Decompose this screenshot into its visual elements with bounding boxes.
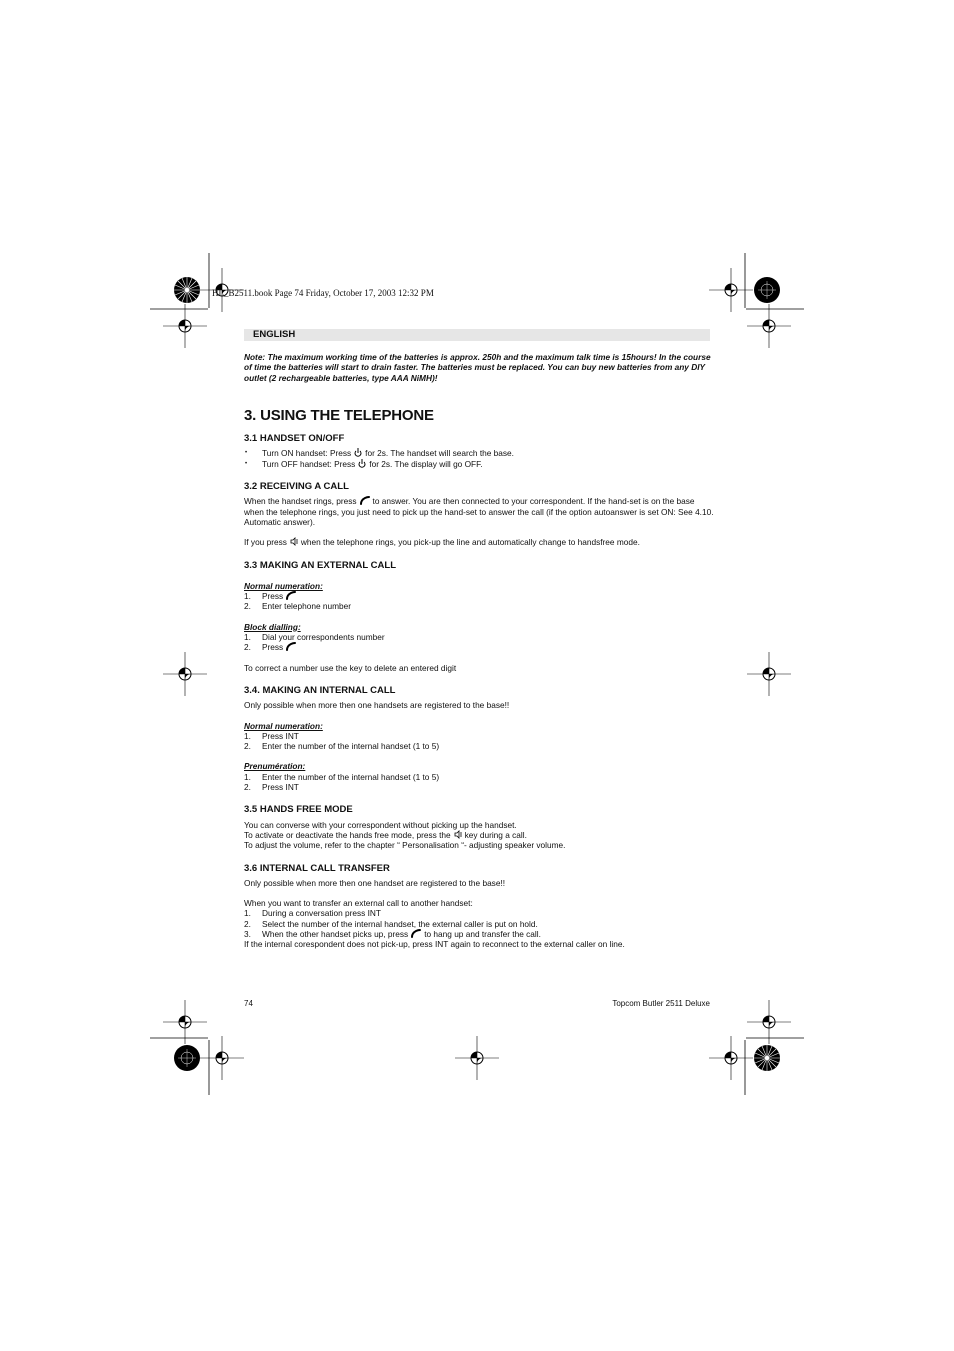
item-number: 1. (244, 771, 251, 782)
item-number: 1. (244, 591, 251, 602)
speaker-key-icon (290, 537, 298, 546)
language-label: ENGLISH (253, 329, 296, 340)
list-item (244, 642, 714, 652)
transfer-steps-list (244, 908, 714, 939)
item-number: 1. (244, 908, 251, 919)
section-3-2-title: 3.2 RECEIVING A CALL (244, 481, 349, 493)
block-dialling-list (244, 632, 714, 653)
paragraph: You can converse with your correspondent without picking up the handset. (244, 819, 517, 830)
list-item (244, 731, 714, 741)
list-item-text: During a conversation press INT (262, 908, 381, 919)
paragraph (244, 830, 714, 840)
list-item-text: Dial your correspondents number (262, 632, 385, 643)
item-number: 2. (244, 918, 251, 929)
text: If you press (244, 537, 287, 548)
item-number: 2. (244, 601, 251, 612)
list-item (244, 772, 714, 782)
text: when the telephone rings, you pick-up the line and automatically change to handsfree mode. (300, 537, 640, 548)
paragraph (244, 496, 714, 527)
list-item-text: Press INT (262, 730, 299, 741)
page-content (244, 352, 714, 950)
list-item-text: Select the number of the internal handset, the external caller is put on hold. (262, 918, 538, 929)
list-item (244, 591, 714, 601)
language-bar (244, 329, 710, 341)
list-item-text: Enter telephone number (262, 601, 352, 612)
list-item-text: Press INT (262, 782, 299, 793)
internal-normal-list (244, 731, 714, 752)
paragraph: Only possible when more then one handsets are registered to the base!! (244, 700, 510, 711)
list-item-text: When the other handset picks up, press (262, 928, 409, 939)
list-item (244, 459, 714, 469)
section-3-3-title: 3.3 MAKING AN EXTERNAL CALL (244, 559, 397, 571)
talk-key-icon (411, 929, 421, 938)
item-number: 2. (244, 642, 251, 653)
list-item (244, 782, 714, 792)
paragraph (244, 537, 714, 547)
paragraph: When you want to transfer an external call to another handset: (244, 898, 473, 909)
section-3-6-title: 3.6 INTERNAL CALL TRANSFER (244, 862, 390, 874)
item-number: 2. (244, 741, 251, 752)
talk-key-icon (286, 642, 296, 651)
talk-key-icon (360, 496, 370, 505)
list-item (244, 601, 714, 611)
paragraph: If the internal corespondent does not pick-up, press INT again to reconnect to the external caller on line. (244, 939, 625, 950)
item-number: 3. (244, 928, 251, 939)
prenumeration-label: Prenumération: (244, 761, 306, 772)
list-item-text: Press (262, 642, 284, 653)
section-3-5-title: 3.5 HANDS FREE MODE (244, 804, 353, 816)
list-item (244, 919, 714, 929)
section-3-1-list (244, 448, 714, 469)
normal-numeration-list (244, 591, 714, 612)
section-3-1-title: 3.1 HANDSET ON/OFF (244, 433, 345, 445)
battery-note: Note: The maximum working time of the batteries is approx. 250h and the maximum talk time is 15hours! In the course of time the batteries will start to drain faster. The batteries must be replaced. You can buy new batteries from any DIY outlet (2 rechargeable batteries, type AAA NiMH)! (244, 352, 711, 383)
paragraph: To correct a number use the key to delete an entered digit (244, 662, 457, 673)
list-item (244, 741, 714, 751)
list-item-text: for 2s. The display will go OFF. (369, 458, 483, 469)
list-item-text: Turn ON handset: Press (262, 448, 352, 459)
block-dialling-label: Block dialling: (244, 621, 301, 632)
paragraph: Only possible when more then one handset are registered to the base!! (244, 877, 506, 888)
text: key during a call. (464, 829, 527, 840)
item-number: 1. (244, 632, 251, 643)
list-item (244, 908, 714, 918)
footer-product-name: Topcom Butler 2511 Deluxe (612, 999, 710, 1008)
power-key-icon (358, 459, 366, 468)
list-item-text: to hang up and transfer the call. (424, 928, 541, 939)
list-item (244, 929, 714, 939)
page-number: 74 (244, 999, 253, 1008)
text: When the handset rings, press (244, 496, 357, 507)
section-3-4-title: 3.4. MAKING AN INTERNAL CALL (244, 684, 396, 696)
list-item-text: for 2s. The handset will search the base. (365, 448, 514, 459)
prenumeration-list (244, 772, 714, 793)
text: to answer. You are then connected to your correspondent. If the hand-set is on the base when the telephone rings, you just need to pick up the hand-set to answer the call (if the option autoanswer is set ON: See 4.10. Automatic answer). (244, 496, 714, 527)
speaker-key-icon (454, 830, 462, 839)
list-item-text: Enter the number of the internal handset (1 to 5) (262, 771, 440, 782)
text: To activate or deactivate the hands free mode, press the (244, 829, 451, 840)
normal-numeration-label: Normal numeration: (244, 580, 323, 591)
power-key-icon (354, 448, 362, 457)
list-item-text: Enter the number of the internal handset (1 to 5) (262, 741, 440, 752)
item-number: 1. (244, 730, 251, 741)
item-number: 2. (244, 782, 251, 793)
book-slug-line: HL_B2511.book Page 74 Friday, October 17, 2003 12:32 PM (212, 288, 434, 298)
list-item-text: Press (262, 591, 284, 602)
paragraph: To adjust the volume, refer to the chapter “ Personalisation “- adjusting speaker volume. (244, 840, 566, 851)
list-item-text: Turn OFF handset: Press (262, 458, 356, 469)
talk-key-icon (286, 591, 296, 600)
list-item (244, 632, 714, 642)
chapter-title: 3. USING THE TELEPHONE (244, 406, 434, 424)
normal-numeration-label: Normal numeration: (244, 720, 323, 731)
list-item (244, 448, 714, 458)
